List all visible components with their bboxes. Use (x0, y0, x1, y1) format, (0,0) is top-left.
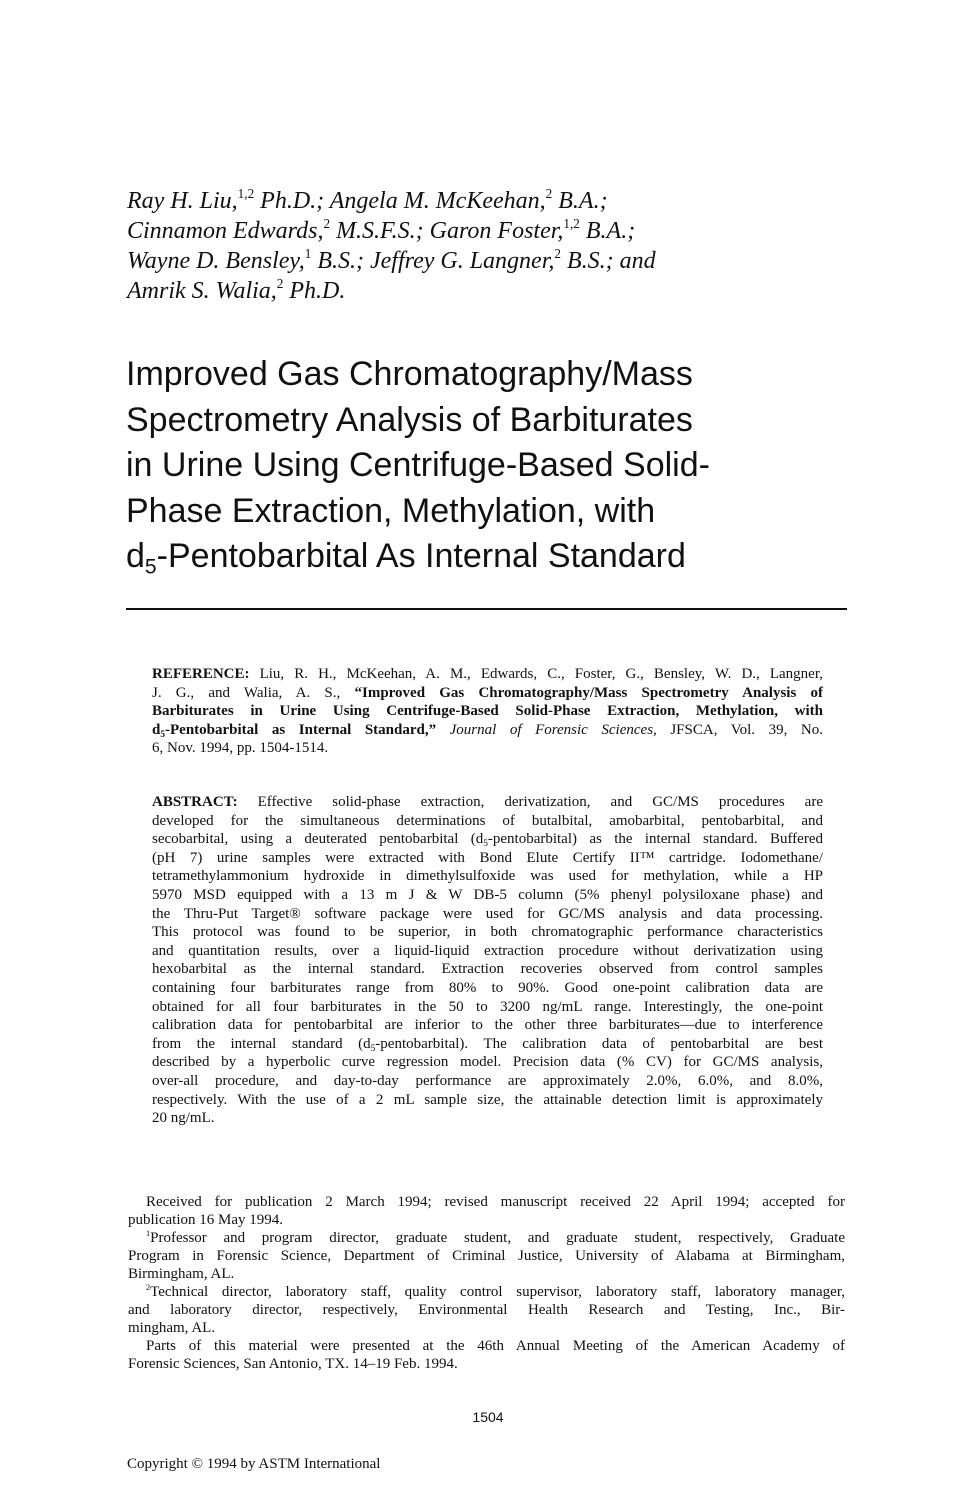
subscript: 5 (160, 729, 165, 740)
abstract-text: Effective solid-phase extraction, derivatization, and GC/MS procedures are (237, 794, 823, 810)
author-name: Cinnamon Edwards, (127, 218, 324, 244)
abstract-text: -pentobarbital). The calibration data of pentobarbital are best (375, 1035, 824, 1052)
author-degree: M.S.F.S.; (330, 218, 424, 244)
footnote-marker: 1 (146, 1228, 151, 1238)
author-line (127, 216, 827, 246)
title-divider (126, 608, 847, 610)
affiliation-marker: 2 (554, 246, 561, 262)
author-list (127, 186, 827, 306)
author-name: Wayne D. Bensley, (127, 248, 305, 274)
affiliation-marker: 1,2 (237, 186, 255, 202)
reference-text: JFSCA, Vol. 39, No. (656, 721, 823, 738)
author-degree: Ph.D.; (254, 188, 325, 214)
title-line: Phase Extraction, Methylation, with (126, 491, 656, 530)
affiliation-marker: 1 (304, 246, 312, 262)
reference-title: -Pentobarbital as Internal Standard,” (165, 721, 437, 738)
title-line: in Urine Using Centrifuge-Based Solid- (126, 446, 710, 484)
abstract-text: secobarbital, using a deuterated pentobarbital (d (152, 831, 484, 848)
footnote-line: Parts of this material were presented at the 46th Annual Meeting of the American Academy of (146, 1338, 845, 1354)
abstract-line: hexobarbital as the internal standard. Extraction recoveries observed from control samples (152, 961, 823, 978)
footnote-line: Program in Forensic Science, Department of Criminal Justice, University of Alabama at Birmingham, (128, 1248, 845, 1264)
title-line (126, 534, 886, 580)
author-name: Ray H. Liu, (127, 188, 238, 214)
footnote-line: publication 16 May 1994. (128, 1212, 283, 1228)
abstract-line: and quantitation results, over a liquid-liquid extraction procedure without derivatization using (152, 942, 823, 959)
abstract-label: ABSTRACT: (152, 794, 238, 810)
footnote-line: mingham, AL. (128, 1320, 216, 1336)
affiliation-marker: 1,2 (563, 216, 580, 232)
abstract-line: containing four barbiturates range from 80% to 90%. Good one-point calibration data are (152, 979, 823, 996)
reference-title: “Improved Gas Chromatography/Mass Spectrometry Analysis of (354, 684, 823, 701)
abstract-line: the Thru-Put Target® software package were used for GC/MS analysis and data processing. (152, 905, 823, 922)
author-name: Angela M. McKeehan, (329, 188, 546, 214)
footnotes (128, 1193, 845, 1373)
author-line (127, 246, 827, 276)
footnote-line (128, 1229, 845, 1247)
footnote-line: Received for publication 2 March 1994; revised manuscript received 22 April 1994; accepted for (146, 1194, 845, 1210)
footnote-line: and laboratory director, respectively, Environmental Health Research and Testing, Inc., Bir- (128, 1302, 845, 1318)
footnote-line: Forensic Sciences, San Antonio, TX. 14–19 Feb. 1994. (128, 1356, 458, 1372)
abstract-text: from the internal standard (d (152, 1035, 371, 1052)
abstract-line: calibration data for pentobarbital are inferior to the other three barbiturates—due to interference (152, 1017, 823, 1034)
reference-line (152, 721, 823, 740)
reference-line (152, 665, 823, 684)
title-text: -Pentobarbital As Internal Standard (156, 537, 686, 575)
reference-block (152, 665, 823, 758)
footnote-line (128, 1283, 845, 1301)
reference-text: J. G., and Walia, A. S., (152, 684, 355, 701)
affiliation-marker: 2 (323, 216, 331, 232)
abstract-line: described by a hyperbolic curve regression model. Precision data (% CV) for GC/MS analysis, (152, 1054, 823, 1071)
copyright-notice: Copyright © 1994 by ASTM International (127, 1456, 381, 1472)
subscript: 5 (483, 838, 488, 849)
reference-line (152, 702, 823, 721)
reference-label: REFERENCE: (152, 666, 250, 682)
author-name: Jeffrey G. Langner, (369, 248, 555, 274)
author-degree: Ph.D. (283, 278, 346, 304)
reference-title: d (152, 721, 161, 738)
title-line: Spectrometry Analysis of Barbiturates (126, 400, 693, 439)
author-name: Amrik S. Walia, (127, 278, 277, 304)
title-line: Improved Gas Chromatography/Mass (126, 355, 693, 393)
journal-name: Journal of Forensic Sciences, (436, 721, 657, 738)
abstract-line (152, 793, 823, 812)
affiliation-marker: 2 (276, 276, 284, 292)
abstract-line (152, 1035, 823, 1054)
abstract-line: over-all procedure, and day-to-day performance are approximately 2.0%, 6.0%, and 8.0%, (152, 1072, 823, 1089)
author-degree: B.A.; (552, 188, 608, 214)
footnote-text: Technical director, laboratory staff, quality control supervisor, laboratory staff, laboratory manager, (150, 1284, 845, 1300)
abstract-line: tetramethylammonium hydroxide in dimethylsulfoxide was used for methylation, while a HP (152, 868, 823, 885)
abstract-line: respectively. With the use of a 2 mL sample size, the attainable detection limit is approximately (152, 1091, 823, 1108)
reference-line: 6, Nov. 1994, pp. 1504-1514. (152, 740, 329, 757)
abstract-line: 5970 MSD equipped with a 13 m J & W DB-5 column (5% phenyl polysiloxane phase) and (152, 886, 823, 903)
author-degree: B.A.; (579, 218, 636, 244)
page-number: 1504 (472, 1409, 504, 1425)
author-degree: B.S.; and (560, 248, 656, 274)
author-line (127, 186, 827, 216)
reference-text: Liu, R. H., McKeehan, A. M., Edwards, C., Foster, G., Bensley, W. D., Langner, (249, 666, 823, 682)
author-degree: B.S.; (311, 248, 364, 274)
footnote-marker: 2 (146, 1282, 151, 1292)
reference-line (152, 684, 823, 703)
author-name: Garon Foster, (429, 218, 564, 244)
author-line (127, 276, 827, 306)
abstract-text: -pentobarbital) as the internal standard. Buffered (487, 831, 823, 848)
subscript: 5 (370, 1043, 376, 1054)
paper-title (126, 352, 886, 580)
abstract-block (152, 793, 823, 1128)
subscript: 5 (144, 555, 157, 579)
abstract-line (152, 830, 823, 849)
footnote-line: Birmingham, AL. (128, 1266, 235, 1282)
title-text: d (126, 537, 145, 575)
affiliation-marker: 2 (545, 186, 553, 202)
reference-title: Barbiturates in Urine Using Centrifuge-Based Solid-Phase Extraction, Methylation, with (152, 703, 823, 720)
abstract-line: obtained for all four barbiturates in the 50 to 3200 ng/mL range. Interestingly, the one-point (152, 998, 823, 1015)
abstract-line: 20 ng/mL. (152, 1110, 215, 1127)
abstract-line: developed for the simultaneous determinations of butalbital, amobarbital, pentobarbital, and (152, 812, 823, 829)
abstract-line: This protocol was found to be superior, in both chromatographic performance characteristics (152, 924, 823, 941)
footnote-text: Professor and program director, graduate student, and graduate student, respectively, Graduate (150, 1230, 845, 1246)
abstract-line: (pH 7) urine samples were extracted with Bond Elute Certify II™ cartridge. Iodomethane/ (152, 849, 823, 866)
